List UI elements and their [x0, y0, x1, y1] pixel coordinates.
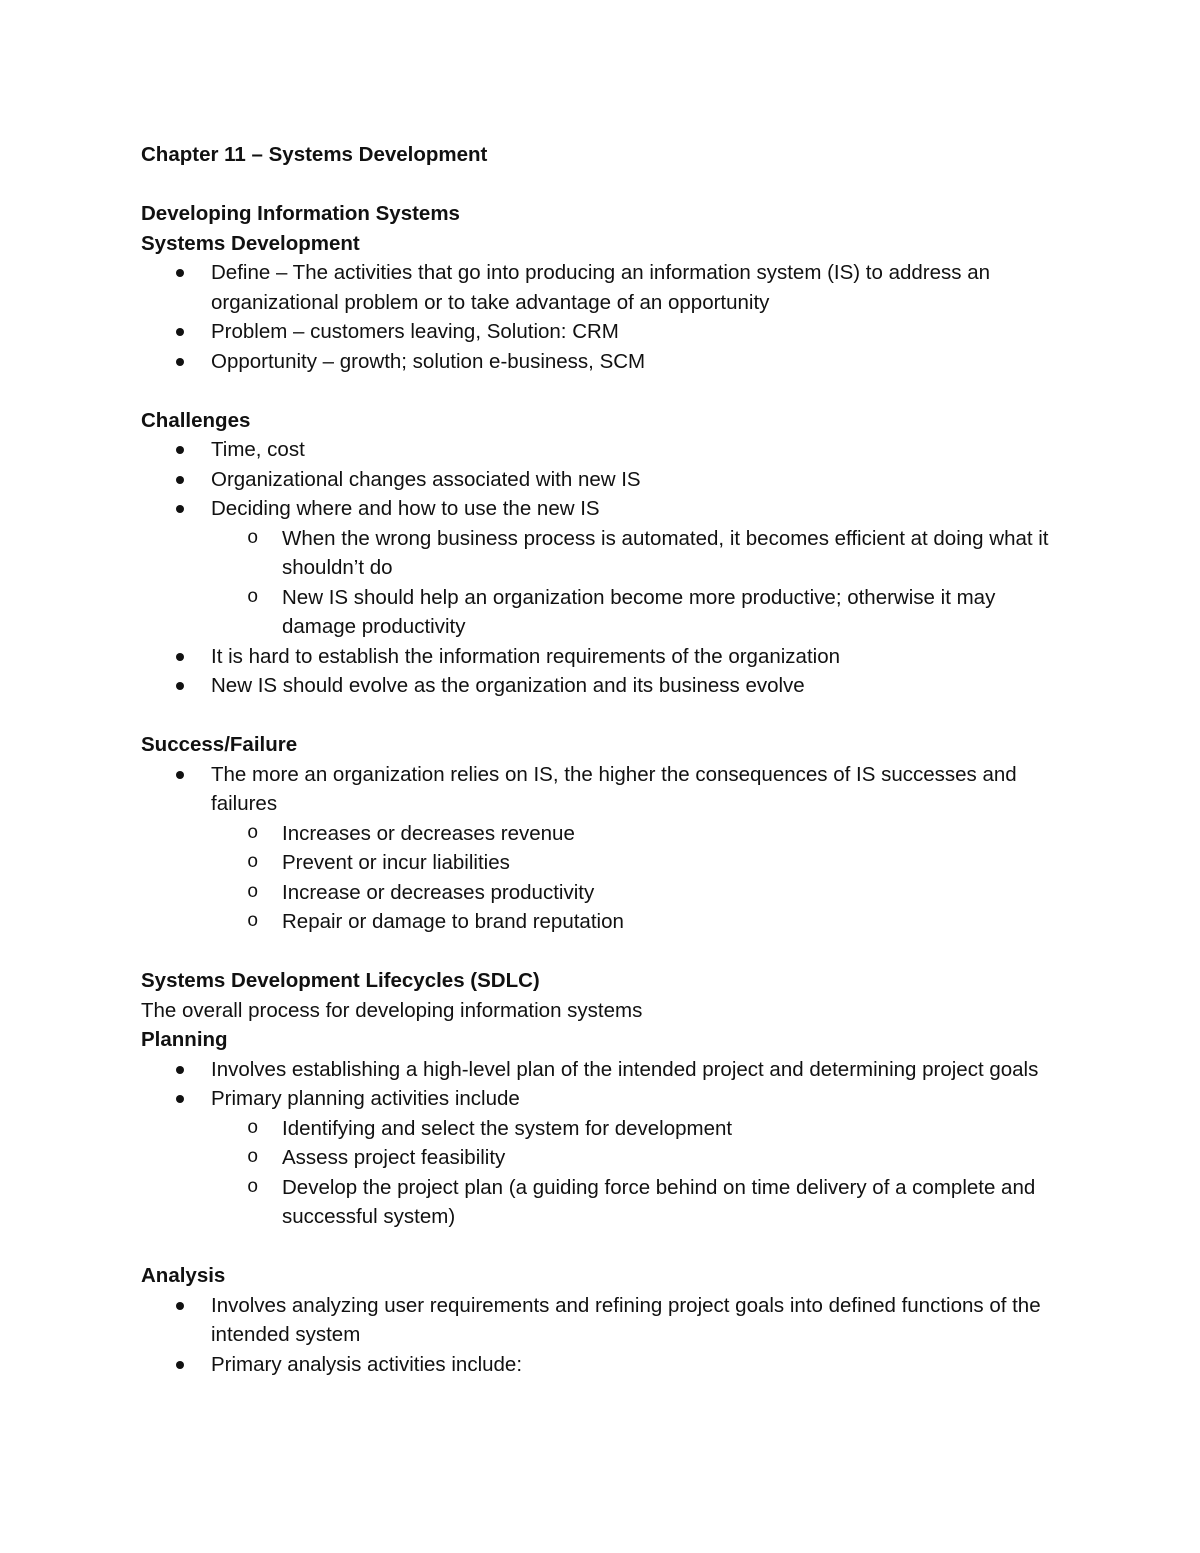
section-heading-developing: Developing Information Systems	[141, 202, 460, 225]
list-item: Time, cost	[141, 435, 1061, 465]
sub-list-item: o Identifying and select the system for development	[141, 1114, 1061, 1144]
list-item: Organizational changes associated with new IS	[141, 465, 1061, 495]
sdlc-description: The overall process for developing information systems	[141, 998, 643, 1022]
spacer	[141, 937, 1061, 967]
list-item: Opportunity – growth; solution e-business, SCM	[141, 347, 1061, 377]
spacer	[141, 170, 1061, 200]
spacer	[141, 376, 1061, 406]
section-heading-planning: Planning	[141, 1028, 228, 1051]
section-heading-analysis: Analysis	[141, 1264, 226, 1287]
section-heading-challenges: Challenges	[141, 408, 251, 432]
analysis-list	[141, 1291, 1061, 1380]
list-item: The more an organization relies on IS, the higher the consequences of IS successes and failures	[141, 760, 1061, 819]
spacer	[141, 1232, 1061, 1262]
page-title: Chapter 11 – Systems Development	[141, 143, 488, 166]
sub-list-item: o Assess project feasibility	[141, 1143, 1061, 1173]
success-failure-list	[141, 760, 1061, 937]
sub-list-item: o Increase or decreases productivity	[141, 878, 1061, 908]
subheading-systems-development: Systems Development	[141, 231, 360, 255]
list-item: Define – The activities that go into producing an information system (IS) to address an organizational problem or to take advantage of an opportunity	[141, 258, 1061, 317]
section-heading-success-failure: Success/Failure	[141, 733, 298, 756]
document-content	[141, 140, 1061, 1379]
sub-list-item: o When the wrong business process is automated, it becomes efficient at doing what it shouldn’t do	[141, 524, 1061, 583]
section-heading-sdlc: Systems Development Lifecycles (SDLC)	[141, 969, 540, 992]
planning-list	[141, 1055, 1061, 1232]
sub-list-item: o New IS should help an organization become more productive; otherwise it may damage productivity	[141, 583, 1061, 642]
list-item: New IS should evolve as the organization and its business evolve	[141, 671, 1061, 701]
list-item: Problem – customers leaving, Solution: CRM	[141, 317, 1061, 347]
list-item: Primary planning activities include	[141, 1084, 1061, 1114]
list-item: Involves analyzing user requirements and refining project goals into defined functions of the intended system	[141, 1291, 1061, 1350]
list-item: Primary analysis activities include:	[141, 1350, 1061, 1380]
sub-list-item: o Increases or decreases revenue	[141, 819, 1061, 849]
spacer	[141, 701, 1061, 731]
list-item: Involves establishing a high-level plan of the intended project and determining project goals	[141, 1055, 1061, 1085]
list-item: Deciding where and how to use the new IS	[141, 494, 1061, 524]
sub-list-item: o Repair or damage to brand reputation	[141, 907, 1061, 937]
developing-list	[141, 258, 1061, 376]
list-item: It is hard to establish the information requirements of the organization	[141, 642, 1061, 672]
challenges-list	[141, 435, 1061, 701]
sub-list-item: o Develop the project plan (a guiding force behind on time delivery of a complete and successful system)	[141, 1173, 1061, 1232]
sub-list-item: o Prevent or incur liabilities	[141, 848, 1061, 878]
